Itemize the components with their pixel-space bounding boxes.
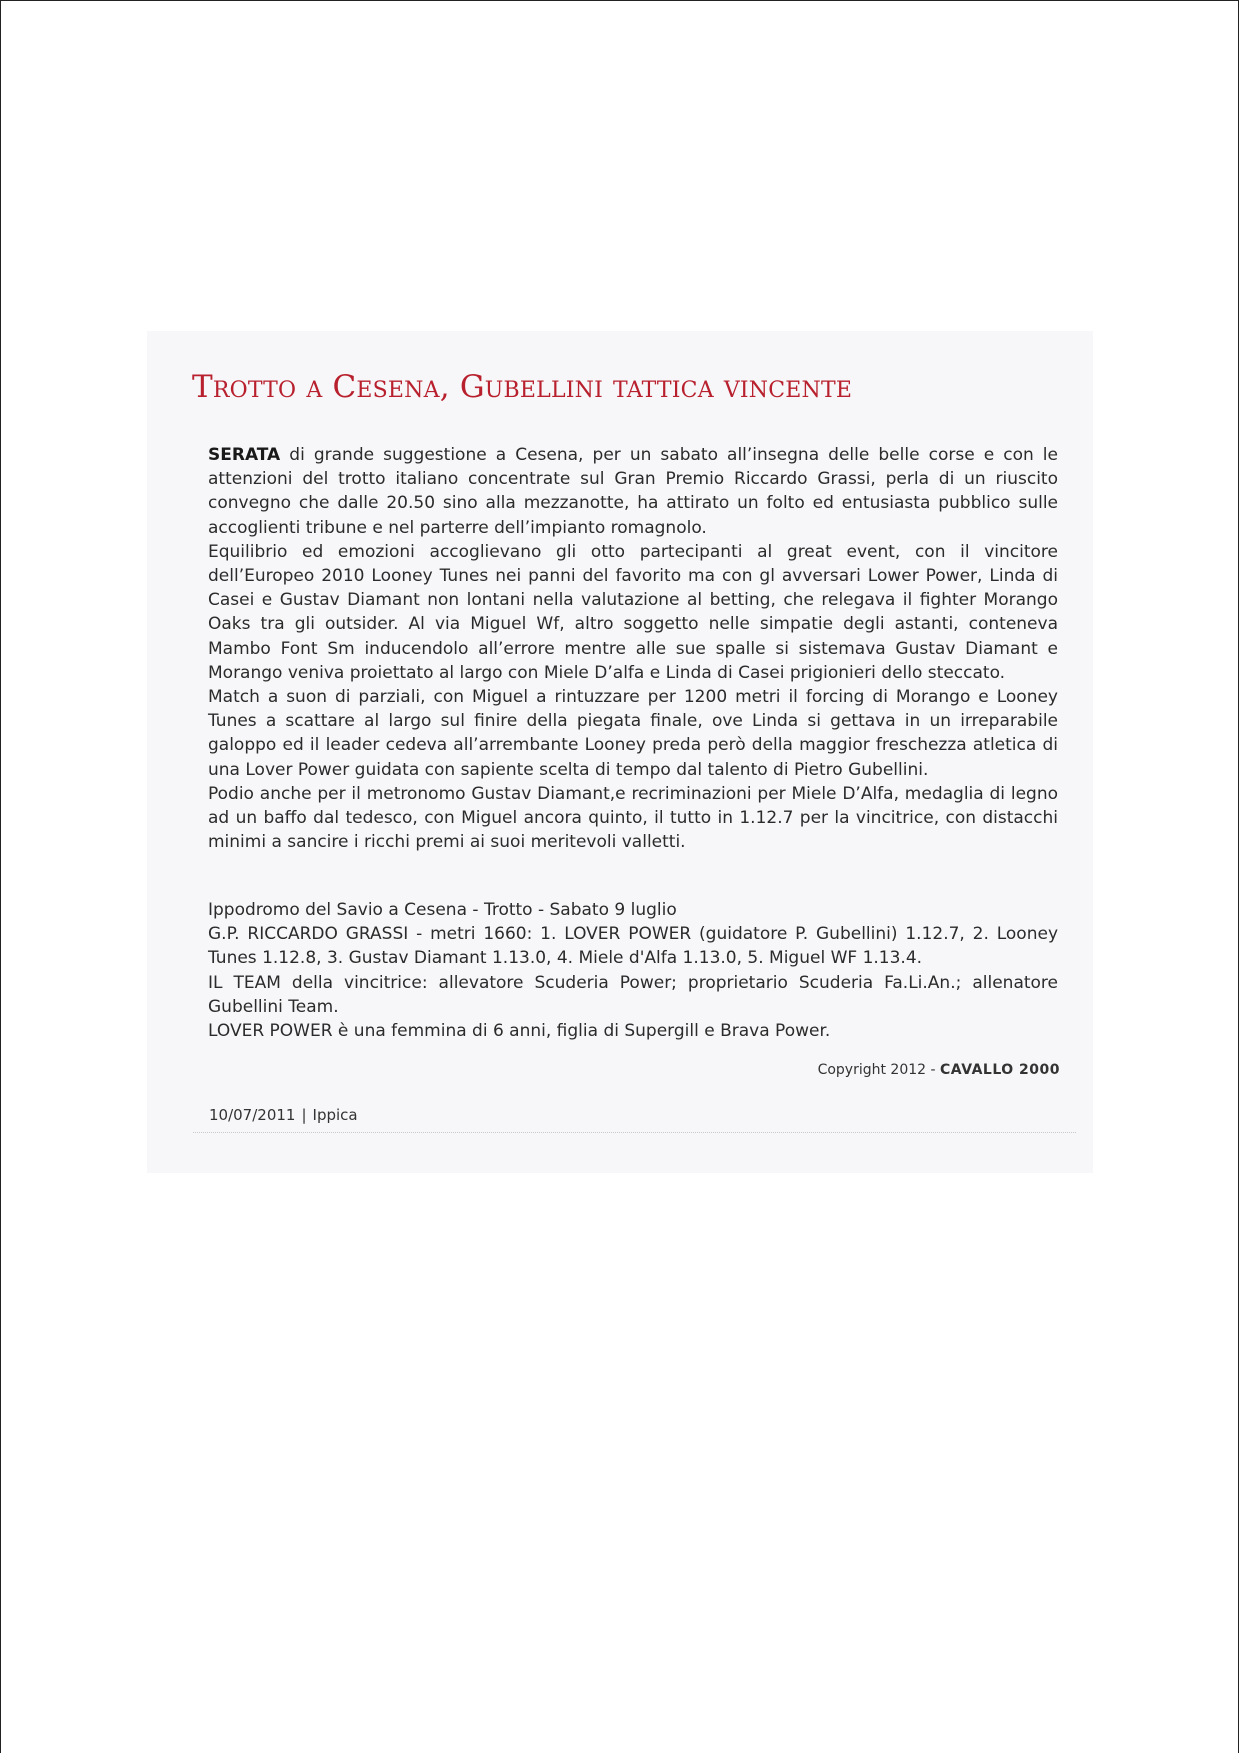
- article-paragraph: [208, 443, 1058, 540]
- copyright-text: Copyright 2012 -: [817, 1062, 936, 1078]
- divider: [193, 1132, 1076, 1133]
- category-link[interactable]: Ippica: [312, 1106, 358, 1124]
- copyright-notice: [818, 1062, 1060, 1078]
- dateline: [209, 1106, 358, 1124]
- article-title: Trotto a Cesena, Gubellini tattica vincente: [192, 369, 853, 405]
- results-team: IL TEAM della vincitrice: allevatore Scuderia Power; proprietario Scuderia Fa.Li.An.; allenatore Gubellini Team.: [208, 972, 1058, 1017]
- article-paragraph: Equilibrio ed emozioni accoglievano gli otto partecipanti al great event, con il vincitore dell’Europeo 2010 Looney Tunes nei panni del favorito ma con gl avversari Lower Power, Linda di Casei e Gustav Diamant non lontani nella valutazione al betting, che relegava il fighter Morango Oaks tra gli outsider. Al via Miguel Wf, altro soggetto nelle simpatie degli astanti, conteneva Mambo Font Sm inducendolo all’errore mentre alle sue spalle si sistemava Gustav Diamant e Morango veniva proiettato al largo con Miele D’alfa e Linda di Casei prigionieri dello steccato.: [208, 541, 1058, 683]
- article-body: [208, 443, 1058, 854]
- results-race: G.P. RICCARDO GRASSI - metri 1660: 1. LOVER POWER (guidatore P. Gubellini) 1.12.7, 2. Looney Tunes 1.12.8, 3. Gustav Diamant 1.13.0, 4. Miele d'Alfa 1.13.0, 5. Miguel WF 1.13.4.: [208, 924, 1058, 969]
- results-horse: LOVER POWER è una femmina di 6 anni, figlia di Supergill e Brava Power.: [208, 1021, 831, 1042]
- copyright-brand: CAVALLO 2000: [940, 1062, 1060, 1078]
- lead-word: SERATA: [208, 445, 281, 465]
- paragraph-text: di grande suggestione a Cesena, per un sabato all’insegna delle belle corse e con le attenzioni del trotto italiano concentrate sul Gran Premio Riccardo Grassi, perla di un riuscito convegno che dalle 20.50 sino alla mezzanotte, ha attirato un folto ed entusiasta pubblico sulle accoglienti tribune e nel parterre dell’impianto romagnolo.: [208, 445, 1058, 538]
- dateline-separator: |: [301, 1106, 307, 1124]
- article-paragraph: Match a suon di parziali, con Miguel a rintuzzare per 1200 metri il forcing di Morango e Looney Tunes a scattare al largo sul finire della piegata finale, ove Linda si gettava in un irreparabile galoppo ed il leader cedeva all’arrembante Looney preda però della maggior freschezza atletica di una Lover Power guidata con sapiente scelta di tempo dal talento di Pietro Gubellini.: [208, 687, 1058, 780]
- article-paragraph: Podio anche per il metronomo Gustav Diamant,e recriminazioni per Miele D’Alfa, medaglia di legno ad un baffo dal tedesco, con Miguel ancora quinto, il tutto in 1.12.7 per la vincitrice, con distacchi minimi a sancire i ricchi premi ai suoi meritevoli valletti.: [208, 783, 1058, 853]
- publish-date: 10/07/2011: [209, 1106, 296, 1124]
- race-results: [208, 898, 1058, 1043]
- results-venue: Ippodromo del Savio a Cesena - Trotto - Sabato 9 luglio: [208, 900, 677, 920]
